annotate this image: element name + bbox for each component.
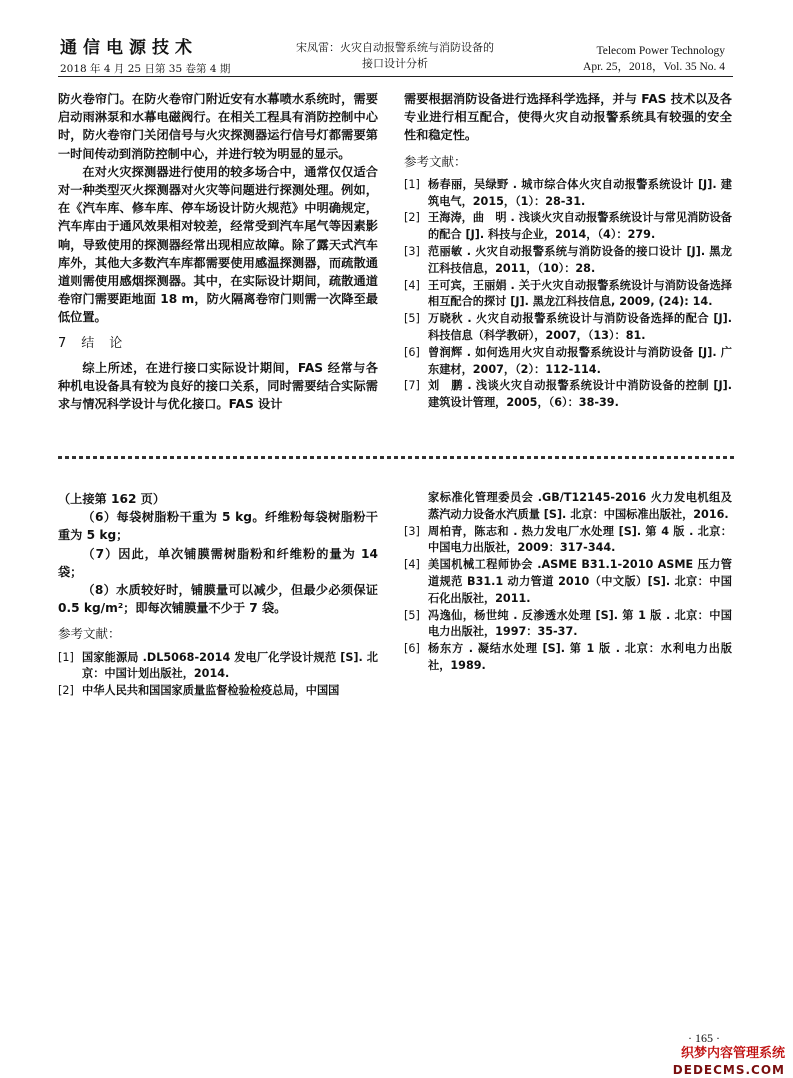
- reference-number: [2]: [404, 211, 420, 225]
- references-heading: 参考文献：: [58, 626, 121, 642]
- reference-text: 刘 鹏 . 浅谈火灾自动报警系统设计中消防设备的控制 [J]. 建筑设计管理，2005，（6）：38-39.: [428, 379, 732, 410]
- body-paragraph: 防火卷帘门。在防火卷帘门附近安有水幕喷水系统时，需要启动雨淋泵和水幕电磁阀行。在相关工程具有消防控制中心时，防火卷帘门关闭信号与火灾探测器运行信号灯都需要第一时间传动到消防控制中心，并进行较为明显的显示。: [58, 92, 378, 161]
- conclusion-paragraph-continued: 需要根据消防设备进行选择科学选择，并与 FAS 技术以及各专业进行相互配合，使得火灾自动报警系统具有较强的安全性和稳定性。: [404, 92, 732, 143]
- body-paragraph: 在对火灾探测器进行使用的较多场合中，通常仅仅适合对一种类型灭火探测器对火灾等问题进行探测处理。例如，在《汽车库、修车库、停车场设计防火规范》中明确规定，汽车库由于通风效果相对较差，经常受到汽车尾气等因素影响，导致使用的探测器经常出现相应故障。除了露天式汽车库外，其他大多数汽车库都需要使用感温探测器，而疏散通道则需使用感烟探测器。其中，在实际设计期间，疏散通道卷帘门需要距地面 18 m，防火隔离卷帘门则需一次降至最低位置。: [58, 164, 378, 325]
- reference-item: [404, 210, 732, 244]
- running-header-right: [583, 43, 725, 75]
- article-right-column: [404, 90, 732, 412]
- reference-text: 万晓秋 . 火灾自动报警系统设计与消防设备选择的配合 [J]. 科技信息（科学教研），2007，（13）：81.: [428, 312, 732, 342]
- reference-number: [6]: [404, 345, 420, 359]
- article-title-line-1: 宋凤雷：火灾自动报警系统与消防设备的: [296, 41, 494, 54]
- section-heading: 7 结 论: [58, 335, 124, 351]
- reference-list: [58, 650, 378, 700]
- reference-text: 美国机械工程师协会 .ASME B31.1-2010 ASME 压力管道规范 B31.1 动力管道 2010（中文版）[S]. 北京：中国石化出版社，2011.: [428, 558, 732, 605]
- reference-item: [404, 557, 732, 607]
- reference-item: [404, 311, 732, 345]
- reference-list: [404, 490, 732, 675]
- reference-number: [5]: [404, 608, 420, 622]
- reference-number: [1]: [58, 650, 74, 664]
- reference-number: [7]: [404, 379, 420, 393]
- list-item: （7）因此，单次铺膜需树脂粉和纤维粉的量为 14 袋；: [58, 546, 378, 579]
- reference-number: [6]: [404, 642, 420, 656]
- reference-item: [404, 641, 732, 675]
- reference-number: [404, 490, 428, 524]
- reference-item: [404, 177, 732, 211]
- list-item: （6）每袋树脂粉干重为 5 kg。纤维粉每袋树脂粉干重为 5 kg；: [58, 510, 378, 543]
- reference-text: 家标准化管理委员会 .GB/T12145-2016 火力发电机组及蒸汽动力设备水汽质量 [S]. 北京：中国标准出版社，2016.: [428, 491, 732, 521]
- watermark: [673, 1046, 785, 1078]
- running-header-left: [60, 38, 260, 76]
- continued-from-note: （上接第 162 页）: [58, 492, 166, 506]
- reference-item: [404, 490, 732, 524]
- reference-item: [58, 683, 378, 700]
- reference-item: [404, 345, 732, 379]
- running-header-title: [270, 40, 520, 72]
- issue-info-cn: 2018 年 4 月 25 日第 35 卷第 4 期: [60, 63, 231, 75]
- reference-text: 范丽敏 . 火灾自动报警系统与消防设备的接口设计 [J]. 黑龙江科技信息，2011，（10）：28.: [428, 245, 732, 275]
- list-item: （8）水质较好时，铺膜量可以减少，但最少必须保证 0.5 kg/m²；即每次铺膜量不少于 7 袋。: [58, 583, 378, 616]
- reference-item: [404, 524, 732, 558]
- reference-item: [404, 608, 732, 642]
- header-rule: [58, 76, 733, 77]
- conclusion-paragraph: 综上所述，在进行接口实际设计期间，FAS 经常与各种机电设备具有较为良好的接口关系，同时需要结合实际需求与情况科学设计与优化接口。FAS 设计: [58, 360, 378, 412]
- reference-item: [404, 278, 732, 312]
- reference-text: 杨春丽，吴绿野 . 城市综合体火灾自动报警系统设计 [J]. 建筑电气，2015，（1）：28-31.: [428, 177, 732, 208]
- reference-item: [404, 378, 732, 412]
- references-heading: 参考文献：: [404, 153, 467, 169]
- reference-item: [404, 244, 732, 278]
- continuation-left-column: [58, 490, 378, 700]
- reference-text: 中华人民共和国国家质量监督检验检疫总局，中国国: [82, 684, 340, 698]
- reference-number: [3]: [404, 245, 420, 258]
- reference-list: [404, 177, 732, 412]
- article-title-line-2: 接口设计分析: [362, 57, 428, 70]
- watermark-text-cn: 织梦内容管理系统: [680, 1046, 785, 1061]
- reference-number: [4]: [404, 278, 420, 292]
- article-separator: [58, 456, 735, 459]
- page-number: · 165 ·: [688, 1031, 720, 1045]
- reference-text: 曾润辉 . 如何选用火灾自动报警系统设计与消防设备 [J]. 广东建材，2007，（2）：112-114.: [428, 345, 732, 376]
- reference-text: 冯逸仙，杨世纯 . 反渗透水处理 [S]. 第 1 版 . 北京：中国电力出版社，1997：35-37.: [428, 608, 732, 639]
- reference-item: [58, 650, 378, 684]
- issue-info-en: Apr. 25，2018，Vol. 35 No. 4: [583, 61, 725, 73]
- reference-text: 周柏青，陈志和 . 热力发电厂水处理 [S]. 第 4 版 . 北京：中国电力出版社，2009：317-344.: [428, 524, 732, 555]
- watermark-text-en: DEDECMS.COM: [672, 1063, 785, 1077]
- reference-text: 王可宾，王丽娟 . 关于火灾自动报警系统设计与消防设备选择相互配合的探讨 [J]. 黑龙江科技信息, 2009, (24): 14.: [428, 278, 732, 309]
- reference-number: [5]: [404, 312, 420, 326]
- continuation-right-column: [404, 490, 732, 675]
- reference-number: [2]: [58, 684, 74, 698]
- reference-text: 王海涛，曲 明 . 浅谈火灾自动报警系统设计与常见消防设备的配合 [J]. 科技与企业，2014，（4）：279.: [428, 211, 732, 242]
- article-left-column: [58, 90, 378, 413]
- journal-logo: 通信电源技术: [60, 38, 198, 58]
- reference-number: [1]: [404, 177, 420, 191]
- journal-name-en: Telecom Power Technology: [596, 45, 725, 57]
- reference-text: 国家能源局 .DL5068-2014 发电厂化学设计规范 [S]. 北京：中国计划出版社，2014.: [82, 650, 378, 681]
- reference-number: [4]: [404, 558, 420, 572]
- reference-number: [3]: [404, 524, 420, 538]
- reference-text: 杨东方 . 凝结水处理 [S]. 第 1 版 . 北京：水利电力出版社，1989.: [428, 642, 732, 672]
